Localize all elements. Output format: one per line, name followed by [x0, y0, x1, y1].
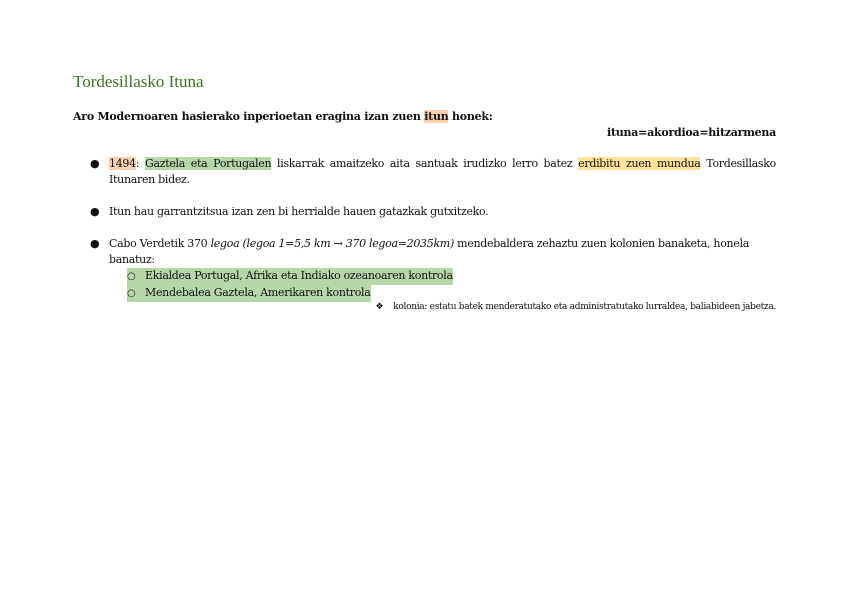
- footnote: [375, 302, 776, 312]
- intro-text: Aro Modernoaren hasierako inperioetan eragina izan zuen: [73, 110, 425, 123]
- year-highlight: 1494: [109, 157, 136, 170]
- countries-highlight: Gaztela eta Portugalen: [144, 157, 272, 170]
- colon-text: :: [135, 157, 145, 170]
- definition-note: ituna=akordioa=hitzarmena: [607, 126, 776, 139]
- bullet-dot-icon: ●: [90, 237, 100, 250]
- diamond-bullet-icon: ❖: [375, 302, 384, 312]
- list-item-text: [109, 156, 776, 188]
- sub-item-text: Mendebalea Gaztela, Amerikaren kontrola: [145, 286, 371, 299]
- intro-text-end: honek:: [448, 110, 493, 123]
- body-text-end: mendebaldera zehaztu zuen kolonien banaketa, honela banatuz:: [109, 237, 749, 266]
- body-text: Cabo Verdetik 370: [109, 237, 211, 250]
- body-text: liskarrak amaitzeko aita santuak irudizko lerro batez: [271, 157, 579, 170]
- intro-highlight: itun: [424, 110, 449, 123]
- list-item-importance: [73, 204, 776, 220]
- divided-highlight: erdibitu zuen mundua: [578, 157, 701, 170]
- list-item-cabo-verde: [73, 236, 776, 302]
- list-item-text: Itun hau garrantzitsua izan zen bi herrialde hauen gatazkak gutxitzeko.: [109, 205, 489, 218]
- page-title: Tordesillasko Ituna: [73, 72, 204, 91]
- body-text-end: Tordesillasko Itunaren bidez.: [109, 157, 776, 186]
- sub-item-highlight: [127, 268, 453, 285]
- footnote-text: kolonia: estatu batek menderatutako eta administratutako lurraldea, baliabideen jabetza.: [393, 302, 776, 312]
- bullet-list: [73, 156, 776, 318]
- circle-bullet-icon: ○: [127, 288, 136, 299]
- circle-bullet-icon: ○: [127, 271, 136, 282]
- document-page: [73, 0, 776, 600]
- list-item-1494: [73, 156, 776, 188]
- sub-list: [109, 268, 776, 302]
- sub-item-highlight: [127, 285, 371, 302]
- bullet-dot-icon: ●: [90, 205, 100, 218]
- intro-line: [73, 110, 493, 123]
- bullet-dot-icon: ●: [90, 157, 100, 170]
- legoa-italic: legoa (legoa 1=5,5 km → 370 legoa=2035km): [210, 237, 454, 250]
- sub-list-item-west: [109, 285, 776, 302]
- list-item-text: [109, 236, 776, 268]
- sub-list-item-east: [109, 268, 776, 285]
- sub-item-text: Ekialdea Portugal, Afrika eta Indiako ozeanoaren kontrola: [145, 269, 453, 282]
